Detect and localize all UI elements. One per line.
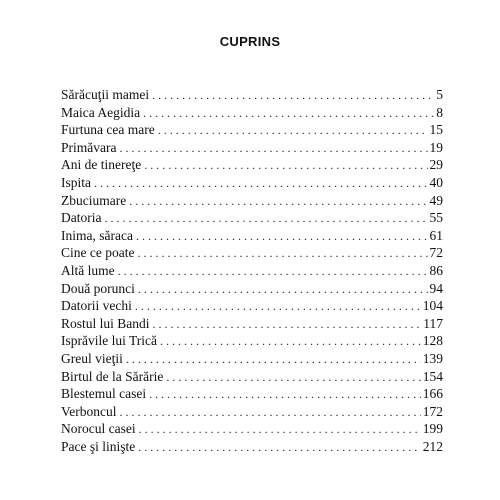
toc-entry	[61, 315, 443, 333]
toc-entry-page: 61	[429, 227, 443, 243]
toc-entry-title: Inima, săraca	[61, 227, 133, 243]
toc-entry-page: 154	[422, 368, 443, 384]
toc-entry-title: Greul vieţii	[61, 350, 123, 366]
toc-entry-title: Datoria	[61, 210, 102, 226]
toc-entry	[61, 174, 443, 192]
toc-entry	[61, 280, 443, 298]
toc-entry-page: 117	[423, 315, 443, 331]
toc-entry-title: Norocul casei	[61, 421, 136, 437]
toc-entry-page: 8	[436, 104, 443, 120]
dot-leader	[137, 245, 427, 263]
toc-entry	[61, 227, 443, 245]
toc-entry-page: 166	[422, 386, 443, 402]
toc-entry	[61, 350, 443, 368]
toc-entry-title: Sărăcuţii mamei	[61, 87, 150, 102]
toc-entry-page: 15	[429, 122, 443, 138]
toc-entry-title: Rostul lui Bandi	[61, 315, 150, 331]
dot-leader	[160, 333, 421, 351]
dot-leader	[136, 228, 428, 246]
toc-entry	[61, 438, 443, 456]
toc-entry-title: Datorii vechi	[61, 298, 132, 314]
toc-entry-page: 40	[429, 174, 443, 190]
dot-leader	[152, 87, 434, 105]
toc-entry-title: Blestemul casei	[61, 386, 147, 402]
dot-leader	[118, 263, 428, 281]
toc-entry-title: Două porunci	[61, 280, 135, 296]
toc-entry-page: 212	[422, 438, 443, 454]
toc-entry-title: Ani de tinereţe	[61, 157, 142, 173]
toc-entry	[61, 209, 443, 227]
toc-entry	[61, 121, 443, 139]
toc-entry	[61, 156, 443, 174]
dot-leader	[144, 157, 427, 175]
table-of-contents	[61, 86, 443, 455]
toc-entry	[61, 86, 443, 104]
toc-entry-page: 104	[422, 298, 443, 314]
toc-entry-page: 139	[422, 350, 443, 366]
toc-entry-page: 19	[429, 139, 443, 155]
toc-entry-title: Maica Aegidia	[61, 104, 141, 120]
toc-entry-title: Pace şi linişte	[61, 438, 136, 454]
dot-leader	[138, 439, 421, 457]
toc-entry	[61, 297, 443, 315]
dot-leader	[143, 105, 434, 123]
toc-entry-page: 128	[422, 333, 443, 349]
toc-entry-page: 29	[429, 157, 443, 173]
toc-entry	[61, 244, 443, 262]
toc-entry	[61, 332, 443, 350]
dot-leader	[166, 369, 420, 387]
dot-leader	[139, 421, 421, 439]
toc-entry-page: 49	[429, 192, 443, 208]
toc-entry-title: Zbuciumare	[61, 192, 127, 208]
dot-leader	[129, 193, 427, 211]
page-title: CUPRINS	[219, 34, 281, 49]
toc-entry	[61, 192, 443, 210]
dot-leader	[126, 351, 421, 369]
dot-leader	[119, 140, 427, 158]
toc-entry	[61, 420, 443, 438]
toc-entry-title: Cine ce poate	[61, 245, 135, 261]
dot-leader	[119, 404, 420, 422]
toc-entry-page: 172	[422, 403, 443, 419]
dot-leader	[135, 298, 421, 316]
dot-leader	[94, 175, 428, 193]
toc-entry	[61, 385, 443, 403]
toc-entry-title: Primăvara	[61, 139, 117, 155]
dot-leader	[138, 281, 428, 299]
toc-entry	[61, 368, 443, 386]
toc-entry	[61, 139, 443, 157]
toc-entry-title: Furtuna cea mare	[61, 122, 155, 138]
toc-entry	[61, 262, 443, 280]
toc-entry-page: 86	[429, 262, 443, 278]
toc-entry-page: 72	[429, 245, 443, 261]
toc-entry-page: 5	[436, 87, 443, 102]
dot-leader	[153, 316, 422, 334]
toc-entry-title: Ispita	[61, 174, 91, 190]
toc-entry-page: 94	[429, 280, 443, 296]
toc-entry-title: Altă lume	[61, 262, 115, 278]
toc-entry	[61, 104, 443, 122]
toc-entry-page: 199	[422, 421, 443, 437]
toc-entry-page: 55	[429, 210, 443, 226]
toc-entry	[61, 403, 443, 421]
dot-leader	[149, 386, 421, 404]
toc-entry-title: Birtul de la Sărărie	[61, 368, 164, 384]
dot-leader	[104, 210, 427, 228]
dot-leader	[158, 122, 428, 140]
toc-entry-title: Isprăvile lui Trică	[61, 333, 157, 349]
toc-entry-title: Verboncul	[61, 403, 117, 419]
